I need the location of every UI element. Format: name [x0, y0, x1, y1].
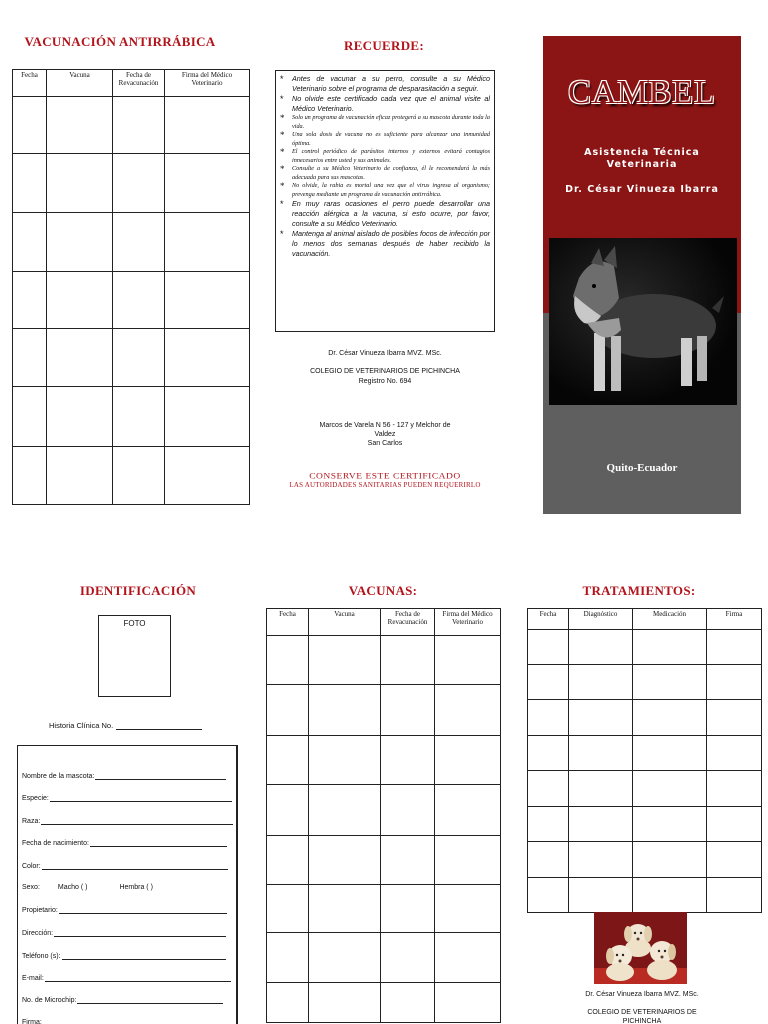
direccion-label: Dirección: — [22, 930, 54, 937]
historia-clinica-field[interactable] — [49, 721, 202, 730]
table-cell[interactable] — [267, 685, 309, 736]
table-cell[interactable] — [435, 736, 501, 785]
especie-field[interactable] — [22, 794, 232, 802]
table-cell[interactable] — [633, 842, 707, 878]
table-cell[interactable] — [707, 700, 762, 736]
telefono-input-line[interactable] — [62, 952, 226, 960]
color-field[interactable] — [22, 862, 228, 870]
cover-doctor: Dr. César Vinueza Ibarra — [565, 184, 719, 195]
table-row — [528, 630, 762, 665]
table-cell[interactable] — [13, 97, 47, 154]
list-item — [279, 199, 490, 229]
table-cell[interactable] — [165, 97, 250, 154]
table-header-row — [267, 609, 501, 636]
table-cell[interactable] — [569, 700, 633, 736]
propietario-label: Propietario: — [22, 907, 58, 914]
table-row — [528, 842, 762, 878]
raza-field[interactable] — [22, 817, 233, 825]
table-cell[interactable] — [267, 933, 309, 983]
stamp-line2: LAS AUTORIDADES SANITARIAS PUEDEN REQUERIRLO — [289, 481, 481, 489]
table-cell[interactable] — [47, 447, 113, 505]
table-cell[interactable] — [113, 329, 165, 387]
table-cell[interactable] — [707, 630, 762, 665]
table-cell[interactable] — [309, 785, 381, 836]
microchip-input-line[interactable] — [77, 996, 223, 1004]
table-cell[interactable] — [707, 842, 762, 878]
table-cell[interactable] — [707, 771, 762, 807]
telefono-field[interactable] — [22, 952, 226, 960]
table-cell[interactable] — [165, 447, 250, 505]
asterisk-icon: * — [280, 199, 284, 209]
list-item-text: En muy raras ocasiones el perro puede desarrollar una reacción alérgica a la vacuna, si esto ocurre, por favor, consulte a su Médico Veterinario. — [292, 199, 490, 228]
table-cell[interactable] — [165, 329, 250, 387]
sexo-field — [22, 884, 153, 891]
asterisk-icon: * — [280, 74, 284, 84]
list-item — [279, 148, 490, 165]
recuerde-box — [275, 70, 495, 332]
table-cell[interactable] — [47, 329, 113, 387]
table-row — [13, 329, 250, 387]
asterisk-icon: * — [280, 113, 285, 123]
list-item — [279, 229, 490, 259]
email-label: E-mail: — [22, 975, 44, 982]
raza-label: Raza: — [22, 818, 41, 825]
table-row — [13, 272, 250, 329]
table-cell[interactable] — [569, 807, 633, 842]
table-cell[interactable] — [113, 213, 165, 272]
macho-checkbox[interactable]: Macho ( ) — [57, 884, 88, 891]
table-row — [528, 771, 762, 807]
table-cell[interactable] — [435, 933, 501, 983]
asterisk-icon: * — [280, 94, 284, 104]
table-cell[interactable] — [633, 665, 707, 700]
bottom-vet-college-line1: COLEGIO DE VETERINARIOS DE — [587, 1009, 697, 1016]
especie-label: Especie: — [22, 795, 49, 802]
table-cell[interactable] — [47, 272, 113, 329]
table-row — [267, 983, 501, 1023]
asterisk-icon: * — [280, 147, 285, 157]
list-item-text: Solo un programa de vacunación eficaz protegerá a su mascota durante toda la vida. — [292, 114, 490, 130]
table-row — [528, 700, 762, 736]
table-cell[interactable] — [309, 983, 381, 1023]
table-cell[interactable] — [569, 630, 633, 665]
list-item — [279, 74, 490, 94]
email-input-line[interactable] — [45, 974, 231, 982]
vacunas-table — [266, 608, 501, 1023]
table-cell[interactable] — [309, 636, 381, 685]
table-cell[interactable] — [381, 983, 435, 1023]
color-input-line[interactable] — [42, 862, 228, 870]
list-item — [279, 182, 490, 199]
list-item-text: Mantenga al animal aislado de posibles focos de infección por lo menos dos semanas después de haber recibido la vacunación. — [292, 229, 490, 258]
table-cell[interactable] — [165, 213, 250, 272]
table-cell[interactable] — [47, 387, 113, 447]
table-cell[interactable] — [381, 685, 435, 736]
cover-subtitle-line2: Veterinaria — [606, 159, 678, 170]
conserve-stamp — [270, 472, 500, 489]
nombre-field[interactable] — [22, 772, 226, 780]
table-row — [13, 154, 250, 213]
table-cell[interactable] — [113, 447, 165, 505]
table-cell[interactable] — [435, 836, 501, 885]
brochure-cover — [543, 36, 741, 514]
table-cell[interactable] — [165, 154, 250, 213]
table-row — [13, 387, 250, 447]
firma-field[interactable] — [22, 1018, 229, 1024]
table-cell[interactable] — [528, 878, 569, 913]
propietario-field[interactable] — [22, 906, 227, 914]
table-cell[interactable] — [381, 933, 435, 983]
historia-label: Historia Clínica No. — [49, 721, 114, 730]
table-cell[interactable] — [309, 885, 381, 933]
direccion-field[interactable] — [22, 929, 226, 937]
list-item-text: No olvide, la rabia es mortal una vez que el virus ingresa al organismo; prevenga mediante un programa de vacunación antirrábica. — [292, 182, 490, 198]
table-row — [13, 447, 250, 505]
stamp-line1: CONSERVE ESTE CERTIFICADO — [309, 472, 461, 482]
asterisk-icon: * — [280, 181, 285, 191]
table-cell[interactable] — [267, 736, 309, 785]
table-header-row — [13, 70, 250, 97]
tratamientos-table — [527, 608, 762, 913]
fecha-nacimiento-label: Fecha de nacimiento: — [22, 840, 89, 847]
identification-form — [17, 745, 238, 1024]
vet-college: COLEGIO DE VETERINARIOS DE PICHINCHA — [310, 368, 460, 375]
column-header: Firma del Médico Veterinario — [435, 609, 501, 636]
historia-input-line[interactable] — [116, 729, 202, 730]
table-cell[interactable] — [381, 836, 435, 885]
table-cell[interactable] — [569, 771, 633, 807]
schnauzer-photo — [549, 238, 737, 405]
table-cell[interactable] — [13, 272, 47, 329]
table-cell[interactable] — [267, 983, 309, 1023]
table-row — [528, 736, 762, 771]
table-cell[interactable] — [528, 665, 569, 700]
propietario-input-line[interactable] — [59, 906, 227, 914]
table-row — [267, 685, 501, 736]
table-cell[interactable] — [633, 878, 707, 913]
table-cell[interactable] — [47, 97, 113, 154]
table-cell[interactable] — [113, 97, 165, 154]
cover-city: Quito-Ecuador — [606, 462, 678, 474]
vet-registro: Registro No. 694 — [358, 378, 412, 385]
table-cell[interactable] — [435, 983, 501, 1023]
list-item-text: No olvide este certificado cada vez que el animal visite al Médico Veterinario. — [292, 94, 490, 113]
firma-label: Firma: — [22, 1019, 42, 1024]
table-cell[interactable] — [309, 933, 381, 983]
vet-address-line1: Marcos de Varela N 56 - 127 y Melchor de — [319, 422, 451, 429]
table-row — [528, 878, 762, 913]
firma-input-line[interactable] — [43, 1018, 229, 1024]
table-cell[interactable] — [47, 154, 113, 213]
table-row — [267, 885, 501, 933]
table-cell[interactable] — [381, 785, 435, 836]
table-cell[interactable] — [528, 771, 569, 807]
table-cell[interactable] — [707, 736, 762, 771]
table-cell[interactable] — [267, 885, 309, 933]
raza-input-line[interactable] — [41, 817, 233, 825]
table-cell[interactable] — [633, 700, 707, 736]
table-cell[interactable] — [528, 842, 569, 878]
table-row — [528, 665, 762, 700]
table-row — [267, 636, 501, 685]
vacunas-heading: VACUNAS: — [348, 583, 418, 598]
schnauzer-dog-icon — [549, 238, 737, 405]
nombre-input-line[interactable] — [95, 772, 226, 780]
table-cell[interactable] — [569, 842, 633, 878]
telefono-label: Teléfono (s): — [22, 953, 61, 960]
table-cell[interactable] — [633, 736, 707, 771]
fecha-nacimiento-input-line[interactable] — [90, 839, 227, 847]
list-item-text: El control periódico de parásitos internos y externos evitará contagios innecesarios entre usted y sus animales. — [292, 148, 490, 164]
column-header: Fecha — [13, 70, 47, 97]
table-row — [267, 736, 501, 785]
bottom-vet-college-line2: PICHINCHA — [622, 1018, 662, 1024]
email-field[interactable] — [22, 974, 231, 982]
list-item-text: Consulte a su Médico Veterinario de confianza, él le recomendará la más adecuada para sus mascotas. — [292, 165, 490, 181]
column-header: Firma del Médico Veterinario — [165, 70, 250, 97]
table-cell[interactable] — [569, 736, 633, 771]
table-row — [13, 213, 250, 272]
hembra-checkbox[interactable]: Hembra ( ) — [119, 884, 153, 891]
list-item-text: Antes de vacunar a su perro, consulte a su Médico Veterinario sobre el programa de desparasitación a seguir. — [292, 74, 490, 93]
vacunacion-antirrabica-table — [12, 69, 250, 505]
puppies-photo — [594, 912, 687, 984]
list-item — [279, 131, 490, 148]
table-cell[interactable] — [267, 785, 309, 836]
table-header-row — [528, 609, 762, 630]
table-cell[interactable] — [267, 636, 309, 685]
table-cell[interactable] — [13, 213, 47, 272]
list-item-text: Una sola dosis de vacuna no es suficiente para alcanzar una inmunidad óptima. — [292, 131, 490, 147]
puppies-icon — [594, 912, 687, 984]
table-cell[interactable] — [309, 736, 381, 785]
table-cell[interactable] — [569, 878, 633, 913]
table-cell[interactable] — [707, 878, 762, 913]
table-cell[interactable] — [707, 807, 762, 842]
table-cell[interactable] — [435, 785, 501, 836]
list-item — [279, 94, 490, 114]
table-cell[interactable] — [633, 807, 707, 842]
table-row — [267, 933, 501, 983]
list-item — [279, 114, 490, 131]
table-row — [267, 785, 501, 836]
table-row — [267, 836, 501, 885]
table-cell[interactable] — [13, 329, 47, 387]
direccion-input-line[interactable] — [54, 929, 226, 937]
column-header: Fecha de Revacunación — [113, 70, 165, 97]
table-cell[interactable] — [113, 154, 165, 213]
table-cell[interactable] — [569, 665, 633, 700]
table-cell[interactable] — [13, 154, 47, 213]
table-cell[interactable] — [381, 636, 435, 685]
table-cell[interactable] — [528, 736, 569, 771]
table-cell[interactable] — [528, 630, 569, 665]
vacunacion-antirrabica-heading: VACUNACIÓN ANTIRRÁBICA — [24, 34, 216, 49]
table-cell[interactable] — [309, 836, 381, 885]
column-header: Firma — [707, 609, 762, 630]
table-cell[interactable] — [435, 685, 501, 736]
table-row — [13, 97, 250, 154]
column-header: Fecha de Revacunación — [381, 609, 435, 636]
identificacion-heading: IDENTIFICACIÓN — [79, 583, 197, 598]
table-cell[interactable] — [435, 636, 501, 685]
table-cell[interactable] — [633, 630, 707, 665]
table-cell[interactable] — [707, 665, 762, 700]
asterisk-icon: * — [280, 164, 285, 174]
column-header: Fecha — [267, 609, 309, 636]
asterisk-icon: * — [280, 130, 285, 140]
bottom-vet-name: Dr. César Vinueza Ibarra MVZ. MSc. — [585, 991, 699, 998]
cover-subtitle-line1: Asistencia Técnica — [584, 147, 700, 158]
tratamientos-heading: TRATAMIENTOS: — [582, 583, 696, 598]
table-cell[interactable] — [113, 387, 165, 447]
table-cell[interactable] — [267, 836, 309, 885]
table-cell[interactable] — [113, 272, 165, 329]
table-cell[interactable] — [13, 447, 47, 505]
vet-address-line2: Valdez — [374, 431, 396, 438]
column-header: Fecha — [528, 609, 569, 630]
microchip-field[interactable] — [22, 996, 223, 1004]
table-cell[interactable] — [381, 885, 435, 933]
table-cell[interactable] — [165, 387, 250, 447]
microchip-label: No. de Microchip: — [22, 997, 77, 1004]
table-cell[interactable] — [309, 685, 381, 736]
column-header: Vacuna — [309, 609, 381, 636]
vet-name: Dr. César Vinueza Ibarra MVZ. MSc. — [328, 350, 442, 357]
asterisk-icon: * — [280, 229, 284, 239]
table-cell[interactable] — [435, 885, 501, 933]
vet-address-line3: San Carlos — [367, 440, 403, 447]
photo-placeholder[interactable] — [98, 615, 171, 697]
recuerde-heading: RECUERDE: — [344, 38, 424, 53]
table-cell[interactable] — [528, 807, 569, 842]
table-row — [528, 807, 762, 842]
table-cell[interactable] — [381, 736, 435, 785]
column-header: Diagnóstico — [569, 609, 633, 630]
table-cell[interactable] — [165, 272, 250, 329]
sexo-label: Sexo: — [22, 884, 40, 891]
table-cell[interactable] — [13, 387, 47, 447]
table-cell[interactable] — [47, 213, 113, 272]
especie-input-line[interactable] — [50, 794, 232, 802]
column-header: Vacuna — [47, 70, 113, 97]
table-cell[interactable] — [528, 700, 569, 736]
foto-label: FOTO — [123, 619, 146, 628]
table-cell[interactable] — [633, 771, 707, 807]
list-item — [279, 165, 490, 182]
column-header: Medicación — [633, 609, 707, 630]
fecha-nacimiento-field[interactable] — [22, 839, 227, 847]
color-label: Color: — [22, 863, 41, 870]
nombre-label: Nombre de la mascota: — [22, 773, 95, 780]
cover-title: CAMBEL — [568, 74, 716, 111]
